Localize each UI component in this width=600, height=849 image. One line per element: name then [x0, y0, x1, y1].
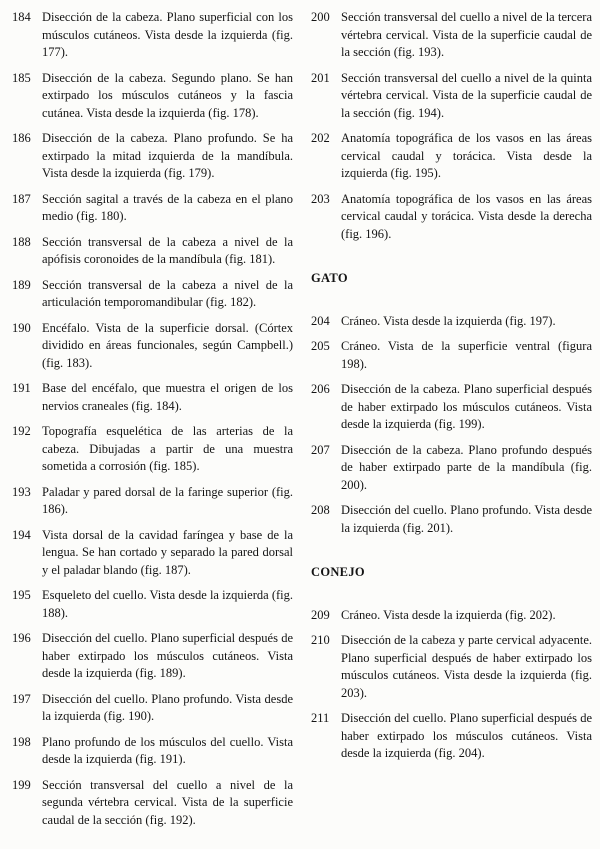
- figure-list-entry: [12, 777, 293, 830]
- figure-list-entry: [12, 70, 293, 123]
- figure-list-entry: [12, 630, 293, 683]
- entry-text: Esqueleto del cuello. Vista desde la izquierda (fig. 188).: [42, 588, 293, 620]
- entry-number: 208: [311, 503, 330, 517]
- entry-text: Cráneo. Vista desde la izquierda (fig. 202).: [341, 607, 556, 622]
- entry-text: Disección del cuello. Plano superficial después de haber extirpado los músculos cutáneos. Vista desde la izquierda (fig. 204).: [341, 711, 592, 760]
- entry-number: 198: [12, 734, 31, 749]
- entry-number: 199: [12, 777, 31, 792]
- entry-number: 184: [12, 10, 31, 24]
- entry-number: 204: [311, 313, 330, 328]
- figure-list-entry: [311, 381, 592, 434]
- entry-text: Anatomía topográfica de los vasos en las áreas cervical caudal y torácica. Vista desde la izquierda (fig. 195).: [341, 131, 592, 180]
- entry-number: 207: [311, 442, 330, 457]
- entry-text: Disección de la cabeza. Plano profundo después de haber extirpado parte de la mandíbula (fig. 200).: [341, 442, 592, 492]
- figure-list-entry: [311, 313, 592, 331]
- entry-text: Disección de la cabeza. Plano superficial después de haber extirpado los músculos cutáneos. Vista desde la izquierda (fig. 199).: [341, 382, 592, 431]
- figure-list-entry: [311, 70, 592, 123]
- entry-text: Disección del cuello. Plano profundo. Vista desde la izquierda (fig. 201).: [341, 503, 592, 535]
- figure-list-entry: [311, 607, 592, 625]
- entry-text: Disección de la cabeza y parte cervical adyacente. Plano superficial después de haber extirpado los músculos cutáneos. Vista desde la izquierda (fig. 203).: [341, 633, 592, 700]
- figure-list-entry: [311, 502, 592, 537]
- entry-number: 201: [311, 70, 330, 85]
- entry-number: 202: [311, 131, 330, 145]
- entry-text: Cráneo. Vista desde la izquierda (fig. 197).: [341, 313, 556, 328]
- entry-text: Topografía esquelética de las arterias de la cabeza. Dibujadas a partir de una muestra sometida a corrosión (fig. 185).: [42, 424, 293, 473]
- entry-number: 186: [12, 131, 31, 145]
- entry-text: Disección del cuello. Plano superficial después de haber extirpado los músculos cutáneos. Vista desde la izquierda (fig. 189).: [42, 631, 293, 680]
- entry-text: Base del encéfalo, que muestra el origen de los nervios craneales (fig. 184).: [42, 381, 293, 413]
- figure-list-entry: [12, 234, 293, 269]
- figure-list-entry: [12, 423, 293, 476]
- figure-list-entry: [12, 277, 293, 312]
- figure-list-entry: [12, 380, 293, 415]
- entry-number: 191: [12, 381, 31, 395]
- entry-text: Cráneo. Vista de la superficie ventral (figura 198).: [341, 339, 592, 371]
- entry-number: 205: [311, 339, 330, 353]
- figure-list-entry: [12, 527, 293, 580]
- figure-list-entry: [12, 484, 293, 519]
- figure-list-entry: [12, 734, 293, 769]
- entry-text: Sección transversal de la cabeza a nivel de la articulación temporomandibular (fig. 182).: [42, 277, 293, 309]
- figure-list-entry: [311, 442, 592, 495]
- entry-text: Sección transversal del cuello a nivel de la segunda vértebra cervical. Vista de la superficie caudal de la sección (fig. 192).: [42, 777, 293, 827]
- entry-number: 197: [12, 691, 31, 706]
- entry-number: 194: [12, 527, 31, 542]
- entry-text: Anatomía topográfica de los vasos en las áreas cervical caudal y torácica. Vista desde la derecha (fig. 196).: [341, 191, 592, 241]
- figure-list-entry: [12, 320, 293, 373]
- entry-number: 185: [12, 70, 31, 85]
- entry-number: 200: [311, 10, 330, 24]
- entry-text: Plano profundo de los músculos del cuello. Vista desde la izquierda (fig. 191).: [42, 734, 293, 766]
- entry-number: 210: [311, 633, 330, 647]
- section-heading: GATO: [311, 271, 348, 285]
- entry-number: 192: [12, 424, 31, 438]
- section-heading: CONEJO: [311, 565, 365, 579]
- figure-list-entry: [311, 710, 592, 763]
- figure-list-entry: [12, 191, 293, 226]
- entry-text: Paladar y pared dorsal de la faringe superior (fig. 186).: [42, 484, 293, 516]
- entry-text: Disección de la cabeza. Segundo plano. Se han extirpado los músculos cutáneos y la fascia cutánea. Vista desde la izquierda (fig. 178).: [42, 70, 293, 120]
- entry-text: Vista dorsal de la cavidad faríngea y base de la lengua. Se han cortado y separado la pared dorsal y el paladar blando (fig. 187).: [42, 527, 293, 577]
- entry-text: Sección transversal del cuello a nivel de la quinta vértebra cervical. Vista de la superficie caudal de la sección (fig. 194).: [341, 70, 592, 120]
- entry-number: 196: [12, 631, 31, 645]
- entry-number: 211: [311, 711, 330, 725]
- entry-number: 189: [12, 277, 31, 292]
- entry-text: Sección sagital a través de la cabeza en el plano medio (fig. 180).: [42, 191, 293, 223]
- entry-number: 203: [311, 191, 330, 206]
- entry-text: Sección transversal de la cabeza a nivel de la apófisis coronoides de la mandíbula (fig. 181).: [42, 234, 293, 266]
- figure-list-entry: [311, 191, 592, 244]
- entry-text: Disección de la cabeza. Plano superficial con los músculos cutáneos. Vista desde la izquierda (fig. 177).: [42, 10, 293, 59]
- figure-list-entry: [311, 632, 592, 702]
- figure-list-entry: [311, 9, 592, 62]
- entry-text: Disección de la cabeza. Plano profundo. Se ha extirpado la mitad izquierda de la mandíbula. Vista desde la izquierda (fig. 179).: [42, 131, 293, 180]
- entry-text: Disección del cuello. Plano profundo. Vista desde la izquierda (fig. 190).: [42, 691, 293, 723]
- figure-list-entry: [12, 691, 293, 726]
- figure-list-entry: [311, 338, 592, 373]
- entry-text: Encéfalo. Vista de la superficie dorsal. (Córtex dividido en áreas funcionales, según Campbell.) (fig. 183).: [42, 320, 293, 370]
- column-right: [311, 9, 592, 843]
- figure-list-entry: [12, 9, 293, 62]
- entry-number: 206: [311, 382, 330, 396]
- entry-number: 193: [12, 484, 31, 499]
- column-left: [12, 9, 293, 843]
- entry-number: 209: [311, 607, 330, 622]
- entry-number: 187: [12, 191, 31, 206]
- entry-number: 195: [12, 588, 31, 602]
- figure-list-entry: [12, 587, 293, 622]
- entry-number: 188: [12, 234, 31, 249]
- entry-number: 190: [12, 320, 31, 335]
- figure-list-entry: [12, 130, 293, 183]
- entry-text: Sección transversal del cuello a nivel de la tercera vértebra cervical. Vista de la superficie caudal de la sección (fig. 193).: [341, 10, 592, 59]
- figure-list-entry: [311, 130, 592, 183]
